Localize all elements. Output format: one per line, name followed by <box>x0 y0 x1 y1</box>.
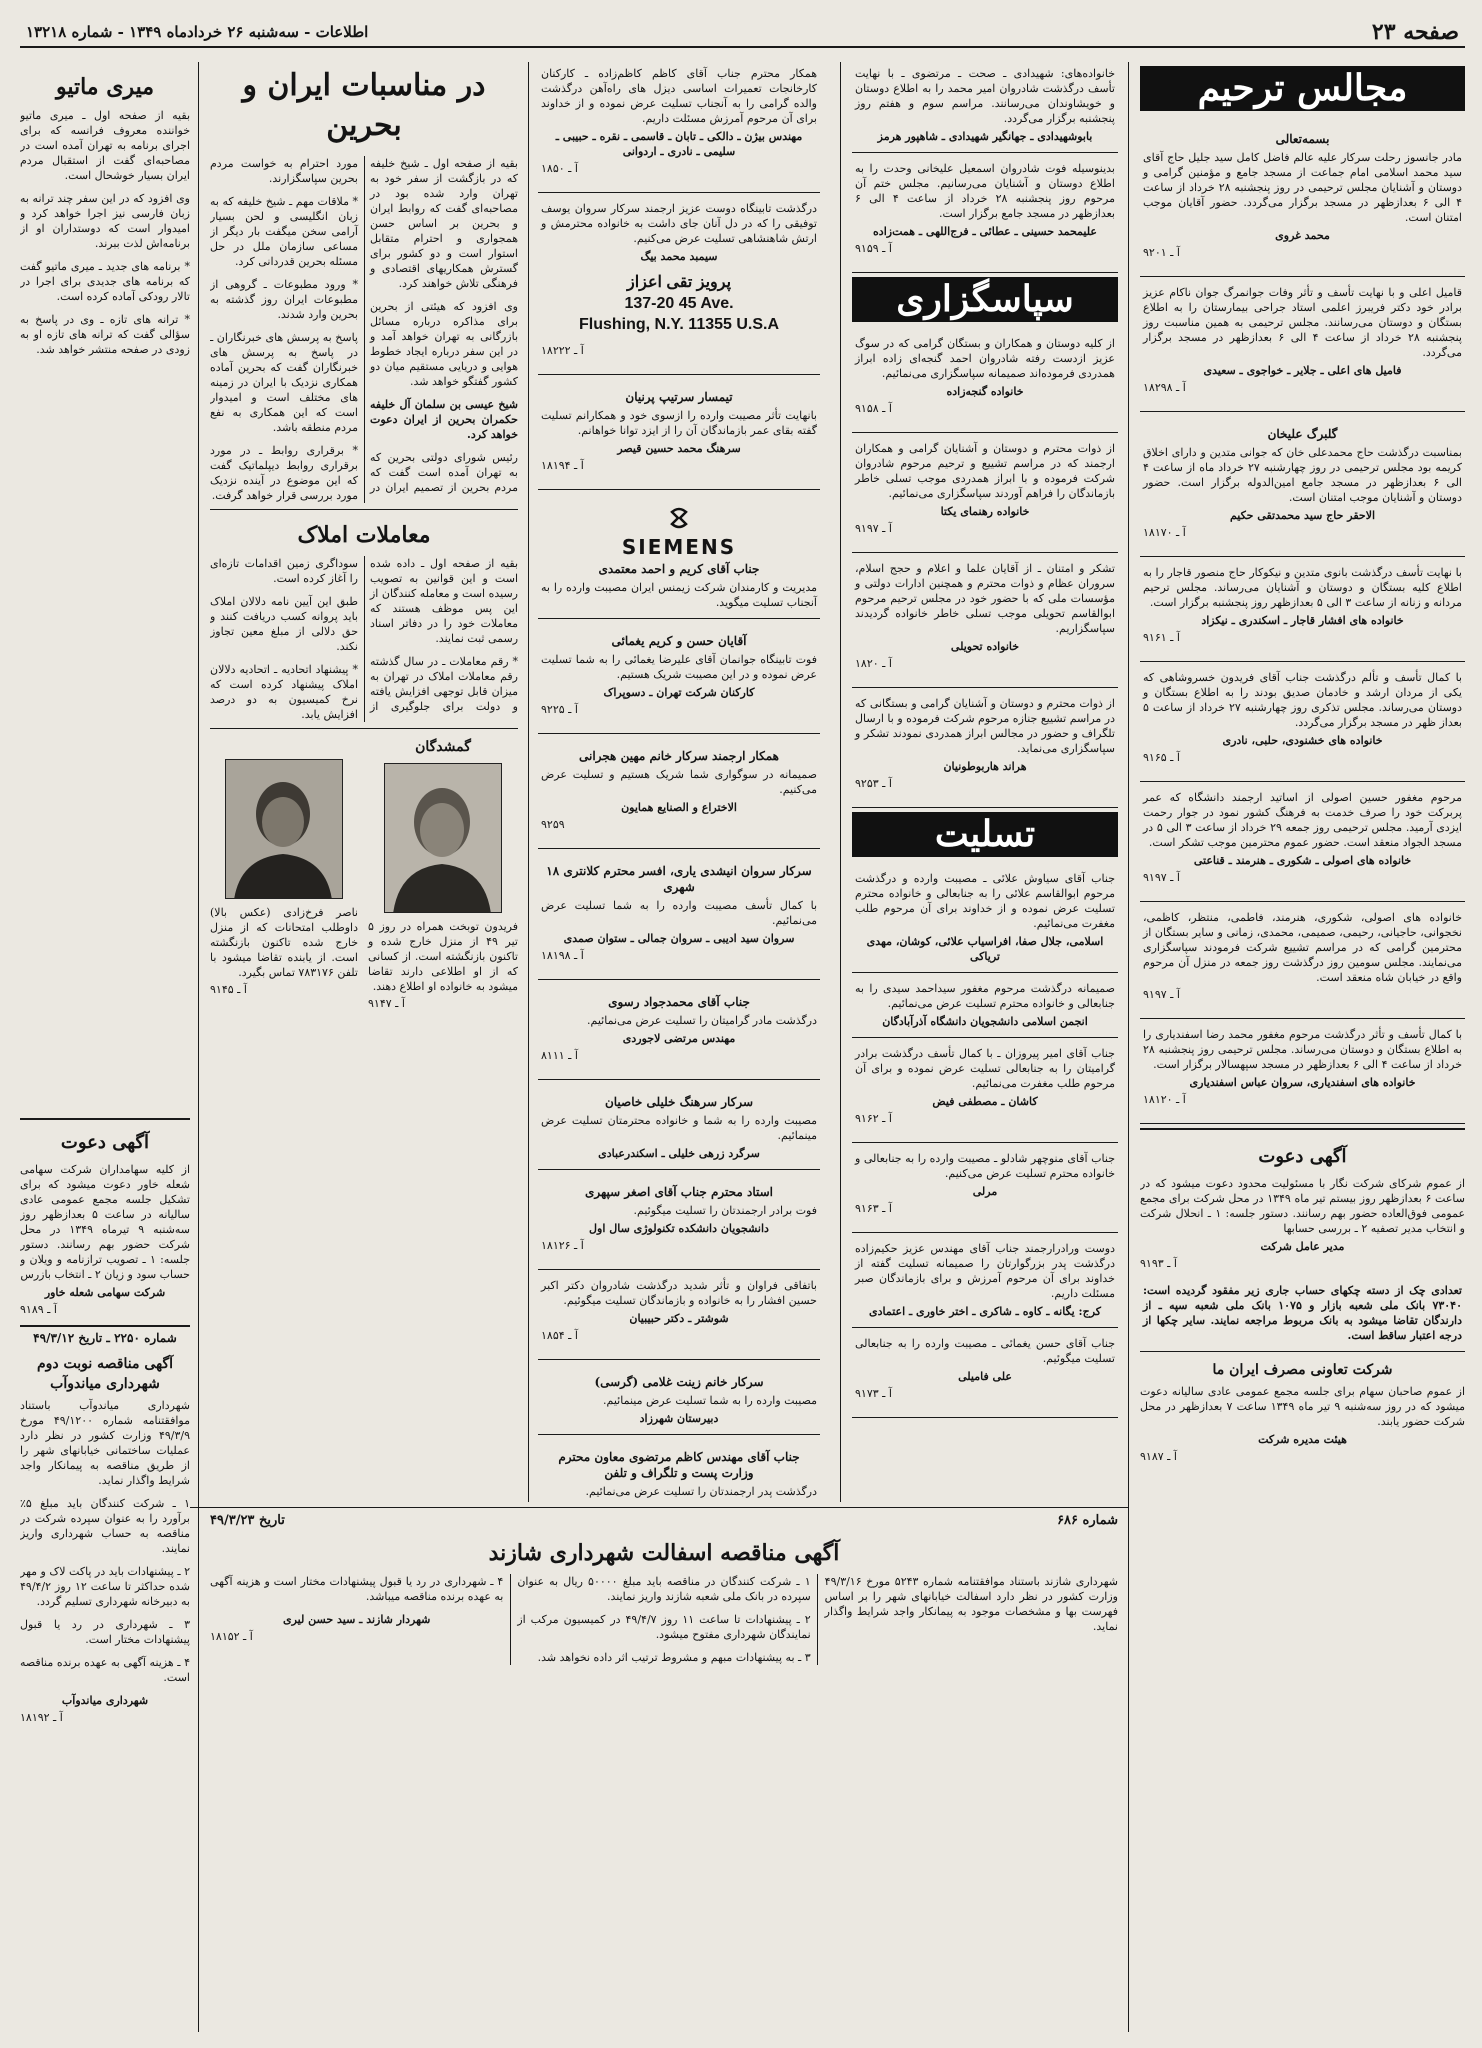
tender-title: آگهی مناقصه نوبت دوم شهرداری میاندوآب <box>36 1356 174 1392</box>
newspaper-page <box>20 18 1465 2036</box>
condolence-notice: خانواده‌های: شهیدادی ـ صحت ـ مرتضوی ـ با نهایت تأسف درگذشت شادروان امیر محمد را به اطلاع دوستان و خویشاوندان می‌رسانند. مراسم سوم و هفتم روز پنجشنبه برگزار می‌گردد. بابوشهیدادی ـ جهانگیر شهیدادی ـ شاهپور هرمز <box>852 62 1118 153</box>
column-divider <box>198 62 199 2032</box>
issue-info: اطلاعات - سه‌شنبه ۲۶ خردادماه ۱۳۴۹ - شماره ۱۳۲۱۸ <box>26 23 369 41</box>
thanks-notice: از کلیه دوستان و همکاران و بستگان گرامی که در سوگ عزیز ازدست رفته شادروان احمد گنجه‌ای زاده ابراز همدردی فرموده‌اند صمیمانه سپاسگزاری می‌نمائیم. خانواده گنجه‌زاده آ ـ ۹۱۵۸ <box>852 332 1118 433</box>
obituary-notice: با کمال تأسف و تأثر درگذشت مرحوم مغفور محمد رضا اسفندیاری را به اطلاع بستگان و دوستان می‌رساند. مجلس ترحیمی روز پنجشنبه ۲۸ خرداد از ساعت ۴ الی ۶ بعدازظهر در مسجد سپهسالار برگزار است. خانواده های اسفندیاری، سروان عباس اسفندیاری آ ـ ۱۸۱۲۰ <box>1140 1023 1465 1124</box>
missing-persons: گمشدگان فریدون توبخت همراه در روز ۵ تیر ۴۹ از منزل خارج شده و تاکنون بازنگشته است. از کسانی که از او اطلاعی دارند تقاضا میشود به خانواده او اطلاع دهند. آ ـ ۹۱۴۷ ناصر فرخ‌زادی (عکس بالا) داوطلب امتحانات که از منزل خارج شده تاکنون بازنگشته است. از یابنده تقاضا میشود با تلفن ۷۸۳۱۷۶ تماس بگیرد. آ ـ ۹۱۴۵ <box>210 728 518 1019</box>
page-number: صفحه ۲۳ <box>1371 19 1459 45</box>
condolence-notice: سرکار خانم زینت غلامی (گرسی) مصیبت وارده را به شما تسلیت عرض مینمائیم. دبیرستان شهرزاد <box>538 1364 820 1435</box>
realestate-headline: معاملات املاک <box>297 522 431 548</box>
condolence-notice: همکار محترم جناب آقای کاظم کاظم‌زاده ـ کارکنان کارخانجات تعمیرات اساسی دیزل های راه‌آهن درگذشت والده گرامی را به آنجناب تسلیت عرض نموده و از خداوند برای آن مرحوم آمرزش مسئلت داریم. مهندس بیژن ـ دالکی ـ تابان ـ قاسمی ـ نقره ـ حبیبی ـ سلیمی ـ نادری ـ اردوانی آ ـ ۱۸۵۰ <box>538 62 820 193</box>
condolence-notice: جناب آقای محمدجواد رسوی درگذشت مادر گرامیتان را تسلیت عرض می‌نمائیم. مهندس مرتضی لاجوردی آ ـ ۸۱۱۱ <box>538 984 820 1080</box>
condolence-notice: دوست ورادرارجمند جناب آقای مهندس عزیز حکیم‌زاده درگذشت پدر بزرگوارتان را صمیمانه تسلیت گفته از خداوند برای آن مرحوم آمرزش و برای بازماندگان صبر مسئلت داریم. کرج: یگانه ـ کاوه ـ شاکری ـ اختر خاوری ـ اعتمادی <box>852 1237 1118 1328</box>
matteo-headline: میری ماتیو <box>55 74 155 100</box>
condolence-notice: سرکار سرهنگ خلیلی خاصیان مصیبت وارده را به شما و خانواده محترمتان تسلیت عرض مینمائیم. سرگرد زرهی خلیلی ـ اسکندرعبادی <box>538 1084 820 1170</box>
article-body: بقیه از صفحه اول ـ شیخ خلیفه که در بازگشت از سفر خود به تهران وارد شده بود در مصاحبه‌ای گفت که روابط ایران و بحرین بر اساس حسن همجواری و احترام متقابل استوار است و دو کشور برای گسترش همکاریهای اقتصادی و فرهنگی تلاش خواهند کرد. وی افزود که هیئتی از بحرین برای مذاکره درباره مسائل بازرگانی به تهران خواهد آمد و در این سفر درباره ایجاد خطوط هوایی و دریایی مستقیم میان دو کشور گفتگو خواهد شد. شیخ عیسی بن سلمان آل خلیفه حکمران بحرین از ایران دعوت خواهد کرد. رئیس شورای دولتی بحرین که به تهران آمده است گفت که مردم بحرین از تصمیم ایران در مورد احترام به خواست مردم بحرین سپاسگزارند. * ملاقات مهم ـ شیخ خلیفه که به زبان انگلیسی و لحن بسیار آرامی سخن میگفت بار دیگر از مساعی سازمان ملل در حل مسئله بحرین قدردانی کرد. * ورود مطبوعات ـ گروهی از مطبوعات ایران روز گذشته به بحرین وارد شدند. پاسخ به پرسش های خبرنگاران ـ در پاسخ به پرسش های خبرنگاران گفت که بحرین آماده همکاری نزدیک با ایران در زمینه های مختلف است و امیدوار است که این همکاری به نفع مردم منطقه باشد. * برقراری روابط ـ در مورد برقراری روابط دیپلماتیک گفت که این موضوع در آینده نزدیک مورد بررسی قرار خواهد گرفت. <box>210 157 518 502</box>
invitation-notice: آگهی دعوت از کلیه سهامداران شرکت سهامی شعله خاور دعوت میشود که برای تشکیل جلسه مجمع عمومی عادی سالیانه در ساعت ۵ بعدازظهر روز سه‌شنبه ۹ تیرماه ۱۳۴۹ در محل شرکت حضور بهم رسانند. دستور جلسه: ۱ ـ تصویب ترازنامه و ویلان و حساب سود و زیان ۲ ـ انتخاب بازرس شرکت سهامی شعله خاور آ ـ ۹۱۸۹ <box>20 1118 190 1317</box>
tender-title: آگهی مناقصه اسفالت شهرداری شازند <box>488 1540 840 1566</box>
condolence-notice: جناب آقای حسن یغمائی ـ مصیبت وارده را به جنابعالی تسلیت میگوئیم. علی فامیلی آ ـ ۹۱۷۳ <box>852 1332 1118 1418</box>
condolence-notice: جناب آقای مهندس کاظم مرتضوی معاون محترم وزارت پست و تلگراف و تلفن درگذشت پدر ارجمندتان را تسلیت عرض می‌نمائیم. <box>538 1439 820 1502</box>
company-column <box>538 62 820 1502</box>
thanks-notice: از ذوات محترم و دوستان و آشنایان گرامی و همکاران ارجمند که در مراسم تشییع و ترحیم مرحوم شادروان شرکت فرموده و با ابراز همدردی موجب تسلی خاطر بازماندگان را فراهم آوردند سپاسگزاری می‌نمائیم. خانواده رهنمای یکتا آ ـ ۹۱۹۷ <box>852 437 1118 553</box>
portrait-photo-icon <box>225 760 342 899</box>
condolence-notice: جناب آقای منوچهر شادلو ـ مصیبت وارده را به جنابعالی و خانواده محترم تسلیت عرض می‌کنیم. مرلی آ ـ ۹۱۶۳ <box>852 1147 1118 1233</box>
siemens-logo: SIEMENS <box>541 506 817 555</box>
realestate-section: معاملات املاک بقیه از صفحه اول ـ داده شده است و این قوانین به تصویب رسیده است و معامله کنندگان از این پس موظف هستند که معاملات خود را در دفاتر اسناد رسمی ثبت نمایند. * رقم معاملات ـ در سال گذشته رقم معاملات املاک در تهران به میزان قابل توجهی افزایش یافته و دولت برای جلوگیری از سوداگری زمین اقدامات تازه‌ای را آغاز کرده است. طبق این آیین نامه دلالان املاک باید پروانه کسب دریافت کنند و حق دلالی از مبلغ معین تجاوز نکند. * پیشنهاد اتحادیه ـ اتحادیه دلالان املاک پیشنهاد کرده است که نرخ کمیسیون به دو درصد افزایش یابد. <box>210 509 518 722</box>
condolence-notice: بدینوسیله فوت شادروان اسمعیل علیخانی وحدت را به اطلاع دوستان و آشنایان می‌رسانیم. مجلس ختم آن مرحوم روز پنجشنبه ۲۸ خرداد از ساعت ۴ الی ۶ بعدازظهر در مسجد جامع برگزار است. علیمحمد حسینی ـ عطائی ـ فرج‌اللهی ـ همت‌زاده آ ـ ۹۱۵۹ <box>852 157 1118 273</box>
thanks-notice: تشکر و امتنان ـ از آقایان علما و اعلام و حجج اسلام، سروران عظام و ذوات محترم و همچنین ادارات دولتی و مؤسسات ملی که با حضور خود در مجلس ترحیم مرحوم ابوالقاسم تحویلی موجب تسلی خاطر خانواده گردیدند سپاسگزاریم. خانواده تحویلی آ ـ ۱۸۲۰ <box>852 557 1118 688</box>
cheque-notice: تعدادی چک از دسته چکهای حساب جاری زیر مفقود گردیده است: ۷۳۰۴۰ بانک ملی شعبه بازار و ۱۰۷۵ بانک ملی شعبه سپه ـ از دارندگان تقاضا میشود به بانک مربوط مراجعه نمایند. سایر چکها از درجه اعتبار ساقط است. <box>1140 1279 1465 1352</box>
left-lower-column <box>20 1118 190 1998</box>
condolence-notice: سرکار سروان انیشدی یاری، افسر محترم کلانتری ۱۸ شهری با کمال تأسف مصیبت وارده را به شما تسلیت عرض می‌نمائیم. سروان سید ادیبی ـ سروان جمالی ـ ستوان صمدی آ ـ ۱۸۱۹۸ <box>538 853 820 980</box>
column-divider <box>528 62 529 1502</box>
tender-notice: شماره ۲۲۵۰ ـ تاریخ ۴۹/۳/۱۲ آگهی مناقصه نوبت دوم شهرداری میاندوآب شهرداری میاندوآب باستناد موافقتنامه شماره ۴۹/۱۲۰۰ مورخ ۴۹/۳/۹ وزارت کشور در نظر دارد عملیات ساختمانی خیابانهای شهر را از طریق مناقصه به پیمانکار واجد شرایط واگذار نماید. ۱ ـ شرکت کنندگان باید مبلغ ۵٪ برآورد را به عنوان سپرده شرکت در مناقصه به حساب شهرداری واریز نمایند. ۲ ـ پیشنهادات باید در پاکت لاک و مهر شده حداکثر تا ساعت ۱۲ روز ۴۹/۴/۲ به دبیرخانه شهرداری تسلیم گردد. ۳ ـ شهرداری در رد یا قبول پیشنهادات مختار است. ۴ ـ هزینه آگهی به عهده برنده مناقصه است. شهرداری میاندوآب آ ـ ۱۸۱۹۲ <box>20 1325 190 1725</box>
thanks-notice: از ذوات محترم و دوستان و آشنایان گرامی و بستگانی که در مراسم تشییع جنازه مرحوم شرکت فرموده و با ارسال تلگراف و حضور در مجالس ابراز همدردی نمودند تشکر و سپاسگزاری می‌نماید. هراند هاربوطونیان آ ـ ۹۲۵۳ <box>852 692 1118 808</box>
thanks-column <box>852 62 1118 1502</box>
condolence-notice: جناب آقای سیاوش علائی ـ مصیبت وارده و درگذشت مرحوم ابوالقاسم علائی را به جنابعالی و خانواده محترم تسلیت عرض نموده و از خداوند برای آن مرحوم طلب مغفرت می‌نمائیم. اسلامی، جلال صفا، افراسیاب علائی، کوشان، مهدی تریاکی <box>852 867 1118 973</box>
obituary-notice: خانواده های اصولی، شکوری، هنرمند، فاطمی، منتظر، کاظمی، نخجوانی، حاجیانی، رحیمی، صمیمی، محمدی، زمانی و سایر بستگان از محترمین گرامی که در مراسم تشییع شرکت فرمودند سپاسگزاری می‌نمایند. مجلس سومین روز درگذشت روز جمعه در منزل آن مرحوم واقع در خیابان شاه منعقد است. آ ـ ۹۱۹۷ <box>1140 906 1465 1019</box>
left-column: میری ماتیو بقیه از صفحه اول ـ میری ماتیو خواننده معروف فرانسه که برای اجرای برنامه به تهران آمده است در مصاحبه‌ای گفت از استقبال مردم ایران بسیار خوشحال است. وی افزود که در این سفر چند ترانه به زبان فارسی نیز اجرا خواهد کرد و امیدوار است که دوستداران او از برنامه‌اش لذت ببرند. * برنامه های جدید ـ میری ماتیو گفت که برنامه های جدیدی برای اجرا در تالار رودکی آماده کرده است. * ترانه های تازه ـ وی در پاسخ به سؤالی گفت که ترانه های تازه او به زودی در صفحه منتشر خواهد شد. <box>20 74 190 356</box>
obituaries-column <box>1140 62 1465 2022</box>
condolence-notice: استاد محترم جناب آقای اصغر سپهری فوت برادر ارجمندتان را تسلیت میگوئیم. دانشجویان دانشکده تکنولوژی سال اول آ ـ ۱۸۱۲۶ <box>538 1174 820 1270</box>
siemens-emblem-icon <box>666 506 692 536</box>
portrait-photo-icon <box>384 764 501 913</box>
invitation-title: آگهی دعوت <box>1258 1146 1347 1167</box>
obituary-notice: بسمه‌تعالی مادر جانسوز رحلت سرکار علیه عالم فاضل کامل سید جلیل حاج آقای سید محمد اسلامی امام جماعت از مسجد جامع و مؤمنین گرامی و دوستان و آشنایان مجلس ترحیمی در روز پنجشنبه ۲۸ خرداد از ساعت ۴ الی ۶ بعدازظهر در مسجد برگزار می‌گردد. حضور آقایان موجب امتنان است. محمد غروی آ ـ ۹۲۰۱ <box>1140 121 1465 277</box>
shazand-tender: شماره ۶۸۶ تاریخ ۴۹/۳/۲۳ آگهی مناقصه اسفالت شهرداری شازند شهرداری شازند باستناد موافقتنامه شماره ۵۲۴۳ مورخ ۴۹/۳/۱۶ وزارت کشور در نظر دارد اسفالت خیابانهای شهر را بر اساس فهرست بها و مشخصات موجود به پیمانکار واجد شرایط واگذار نماید. ۱ ـ شرکت کنندگان در مناقصه باید مبلغ ۵۰۰۰۰ ریال به عنوان سپرده در بانک ملی شعبه شازند واریز نمایند. ۲ ـ پیشنهادات تا ساعت ۱۱ روز ۴۹/۴/۷ در کمیسیون مرکب از نمایندگان شهرداری مفتوح میشود. ۳ ـ به پیشنهادات مبهم و مشروط ترتیب اثر داده نخواهد شد. ۴ ـ شهرداری در رد یا قبول پیشنهادات مختار است و هزینه آگهی به عهده برنده مناقصه میباشد. شهردار شازند ـ سید حسن لیری آ ـ ۱۸۱۵۲ <box>210 1513 1118 1664</box>
column-divider <box>840 62 841 1502</box>
invitation-title: آگهی دعوت <box>60 1132 150 1153</box>
coop-title: شرکت تعاونی مصرف ایران ما <box>1212 1362 1393 1378</box>
coop-notice: شرکت تعاونی مصرف ایران ما از عموم صاحبان سهام برای جلسه مجمع عمومی عادی سالیانه دعوت میشود که در روز سه‌شنبه ۹ تیر ماه ۱۳۴۹ ساعت ۷ بعدازظهر در محل شرکت حضور یابند. هیئت مدیره شرکت آ ـ ۹۱۸۷ <box>1140 1362 1465 1463</box>
condolence-notice: آقایان حسن و کریم یغمائی فوت تابینگاه جوانمان آقای علیرضا یغمائی را به شما تسلیت عرض نموده و در این مصیبت شریک هستیم. کارکنان شرکت تهران ـ دسوپراک آ ـ ۹۲۲۵ <box>538 623 820 734</box>
missing-person-photo <box>225 759 343 899</box>
condolence-notice: جناب آقای امیر پیروزان ـ با کمال تأسف درگذشت برادر گرامیتان را به جنابعالی تسلیت عرض نموده و برای آن مرحوم طلب مغفرت می‌نمائیم. کاشان ـ مصطفی فیض آ ـ ۹۱۶۲ <box>852 1042 1118 1143</box>
article-column <box>210 62 518 1502</box>
condolence-notice: همکار ارجمند سرکار خانم مهین هجرانی صمیمانه در سوگواری شما شریک هستیم و تسلیت عرض می‌کنیم. الاختراع و الصنایع همایون ۹۲۵۹ <box>538 738 820 849</box>
thanks-title: سپاسگزاری <box>852 277 1118 322</box>
obituary-notice: قامیل اعلی و با نهایت تأسف و تأثر وفات جوانمرگ جوان ناکام عزیز برادر خود دکتر فریبرز اعلمی استاد جراحی بیمارستان را به اطلاع بستگان و دوستان می‌رسانند. مجلس ترحیمی به همین مناسبت روز پنجشنبه ۲۸ خرداد از ساعت ۴ الی ۶ بعدازظهر در مسجد برگزار می‌گردد. فامیل های اعلی ـ جلایر ـ خواجوی ـ سعیدی آ ـ ۱۸۲۹۸ <box>1140 281 1465 412</box>
condolence-notice: تیمسار سرتیپ پرنیان بانهایت تأثر مصیبت وارده را ازسوی خود و همکارانم تسلیت گفته بقای عمر بازماندگان آن را از ایزد توانا خواهانم. سرهنگ محمد حسین قیصر آ ـ ۱۸۱۹۴ <box>538 379 820 490</box>
condolence-notice: درگذشت تابینگاه دوست عزیز ارجمند سرکار سروان یوسف توفیقی را که در دل آنان جای داشت به خانواده محترمش و ارتش شاهنشاهی تسلیت عرض می‌کنیم. سیمبد محمد بیگ پرویز تقی اعزاز 137-20 45 Ave. Flushing, N.Y. 11355 U.S.A آ ـ ۱۸۲۲۲ <box>538 197 820 375</box>
obituary-notice: مرحوم مغفور حسین اصولی از اساتید ارجمند دانشگاه که عمر پربرکت خود را صرف خدمت به فرهنگ کشور نمود در جوار رحمت ایزدی آرمید. مجلس ترحیمی روز جمعه ۲۹ خرداد از ساعت ۳ الی ۵ در مسجد الجواد منعقد است. حضور عموم محترمین موجب تشکر است. خانواده های اصولی ـ شکوری ـ هنرمند ـ قناعتی آ ـ ۹۱۹۷ <box>1140 786 1465 902</box>
obituaries-title: مجالس ترحیم <box>1140 66 1465 111</box>
address-block: پرویز تقی اعزاز 137-20 45 Ave. Flushing, N.Y. 11355 U.S.A <box>578 274 780 333</box>
invitation-notice: آگهی دعوت از عموم شرکای شرکت نگار با مسئولیت محدود دعوت میشود که در ساعت ۶ بعدازظهر روز بیستم تیر ماه ۱۳۴۹ در محل شرکت برای مجمع عمومی فوق‌العاده حضور بهم رسانند. دستور جلسه: ۱ ـ انحلال شرکت و انتخاب مدیر تصفیه ۲ ـ بررسی حسابها مدیر عامل شرکت آ ـ ۹۱۹۳ <box>1140 1128 1465 1271</box>
masthead <box>20 18 1465 48</box>
column-divider <box>1128 62 1129 2032</box>
missing-person-photo <box>384 763 502 913</box>
condolence-title: تسلیت <box>852 812 1118 857</box>
missing-title: گمشدگان <box>415 739 471 755</box>
obituary-notice: با نهایت تأسف درگذشت بانوی متدین و نیکوکار حاج منصور قاجار را به اطلاع کلیه بستگان و دوستان و آشنایان می‌رساند. مجلس ترحیم مردانه و زنانه از ساعت ۳ الی ۵ بعدازظهر روز پنجشنبه برگزار است. خانواده های افشار قاجار ـ اسکندری ـ نیکزاد آ ـ ۹۱۶۱ <box>1140 561 1465 662</box>
obituary-notice: با کمال تأسف و تألم درگذشت جناب آقای فریدون خسروشاهی که یکی از مردان ارشد و خادمان صدیق بودند را به اطلاع بستگان و دوستان می‌رساند. مجلس تذکری روز چهارشنبه ۲۷ خرداد از ساعت ۵ بعداز ظهر در مسجد برگزار می‌گردد. خانواده های خشنودی، حلبی، نادری آ ـ ۹۱۶۵ <box>1140 666 1465 782</box>
condolence-notice: صمیمانه درگذشت مرحوم مغفور سیداحمد سیدی را به جنابعالی و خانواده محترم تسلیت عرض می‌نمائیم. انجمن اسلامی دانشجویان دانشگاه آذرآبادگان <box>852 977 1118 1038</box>
condolence-notice: SIEMENS جناب آقای کریم و احمد معتمدی مدیریت و کارمندان شرکت زیمنس ایران مصیبت وارده را به آنجناب تسلیت میگوید. <box>538 494 820 619</box>
condolence-notice: باتفاقی فراوان و تأثر شدید درگذشت شادروان دکتر اکبر حسین افشار را به خانواده و بازماندگان تسلیت میگوئیم. شوشتر ـ دکتر حبیبیان آ ـ ۱۸۵۴ <box>538 1274 820 1360</box>
obituary-notice: گلبرگ علیخان بمناسبت درگذشت حاج محمدعلی خان که جوانی متدین و دارای اخلاق کریمه بود مجلس ترحیمی در روز چهارشنبه ۲۷ خرداد ماه از ساعت ۴ الی ۶ بعدازظهر در مسجد جامع امین‌الدوله برگزار است. حضور دوستان و آشنایان موجب امتنان است. الاحقر حاج سید محمدتقی حکیم آ ـ ۱۸۱۷۰ <box>1140 416 1465 557</box>
article-headline: در مناسبات ایران و بحرین <box>242 68 486 143</box>
